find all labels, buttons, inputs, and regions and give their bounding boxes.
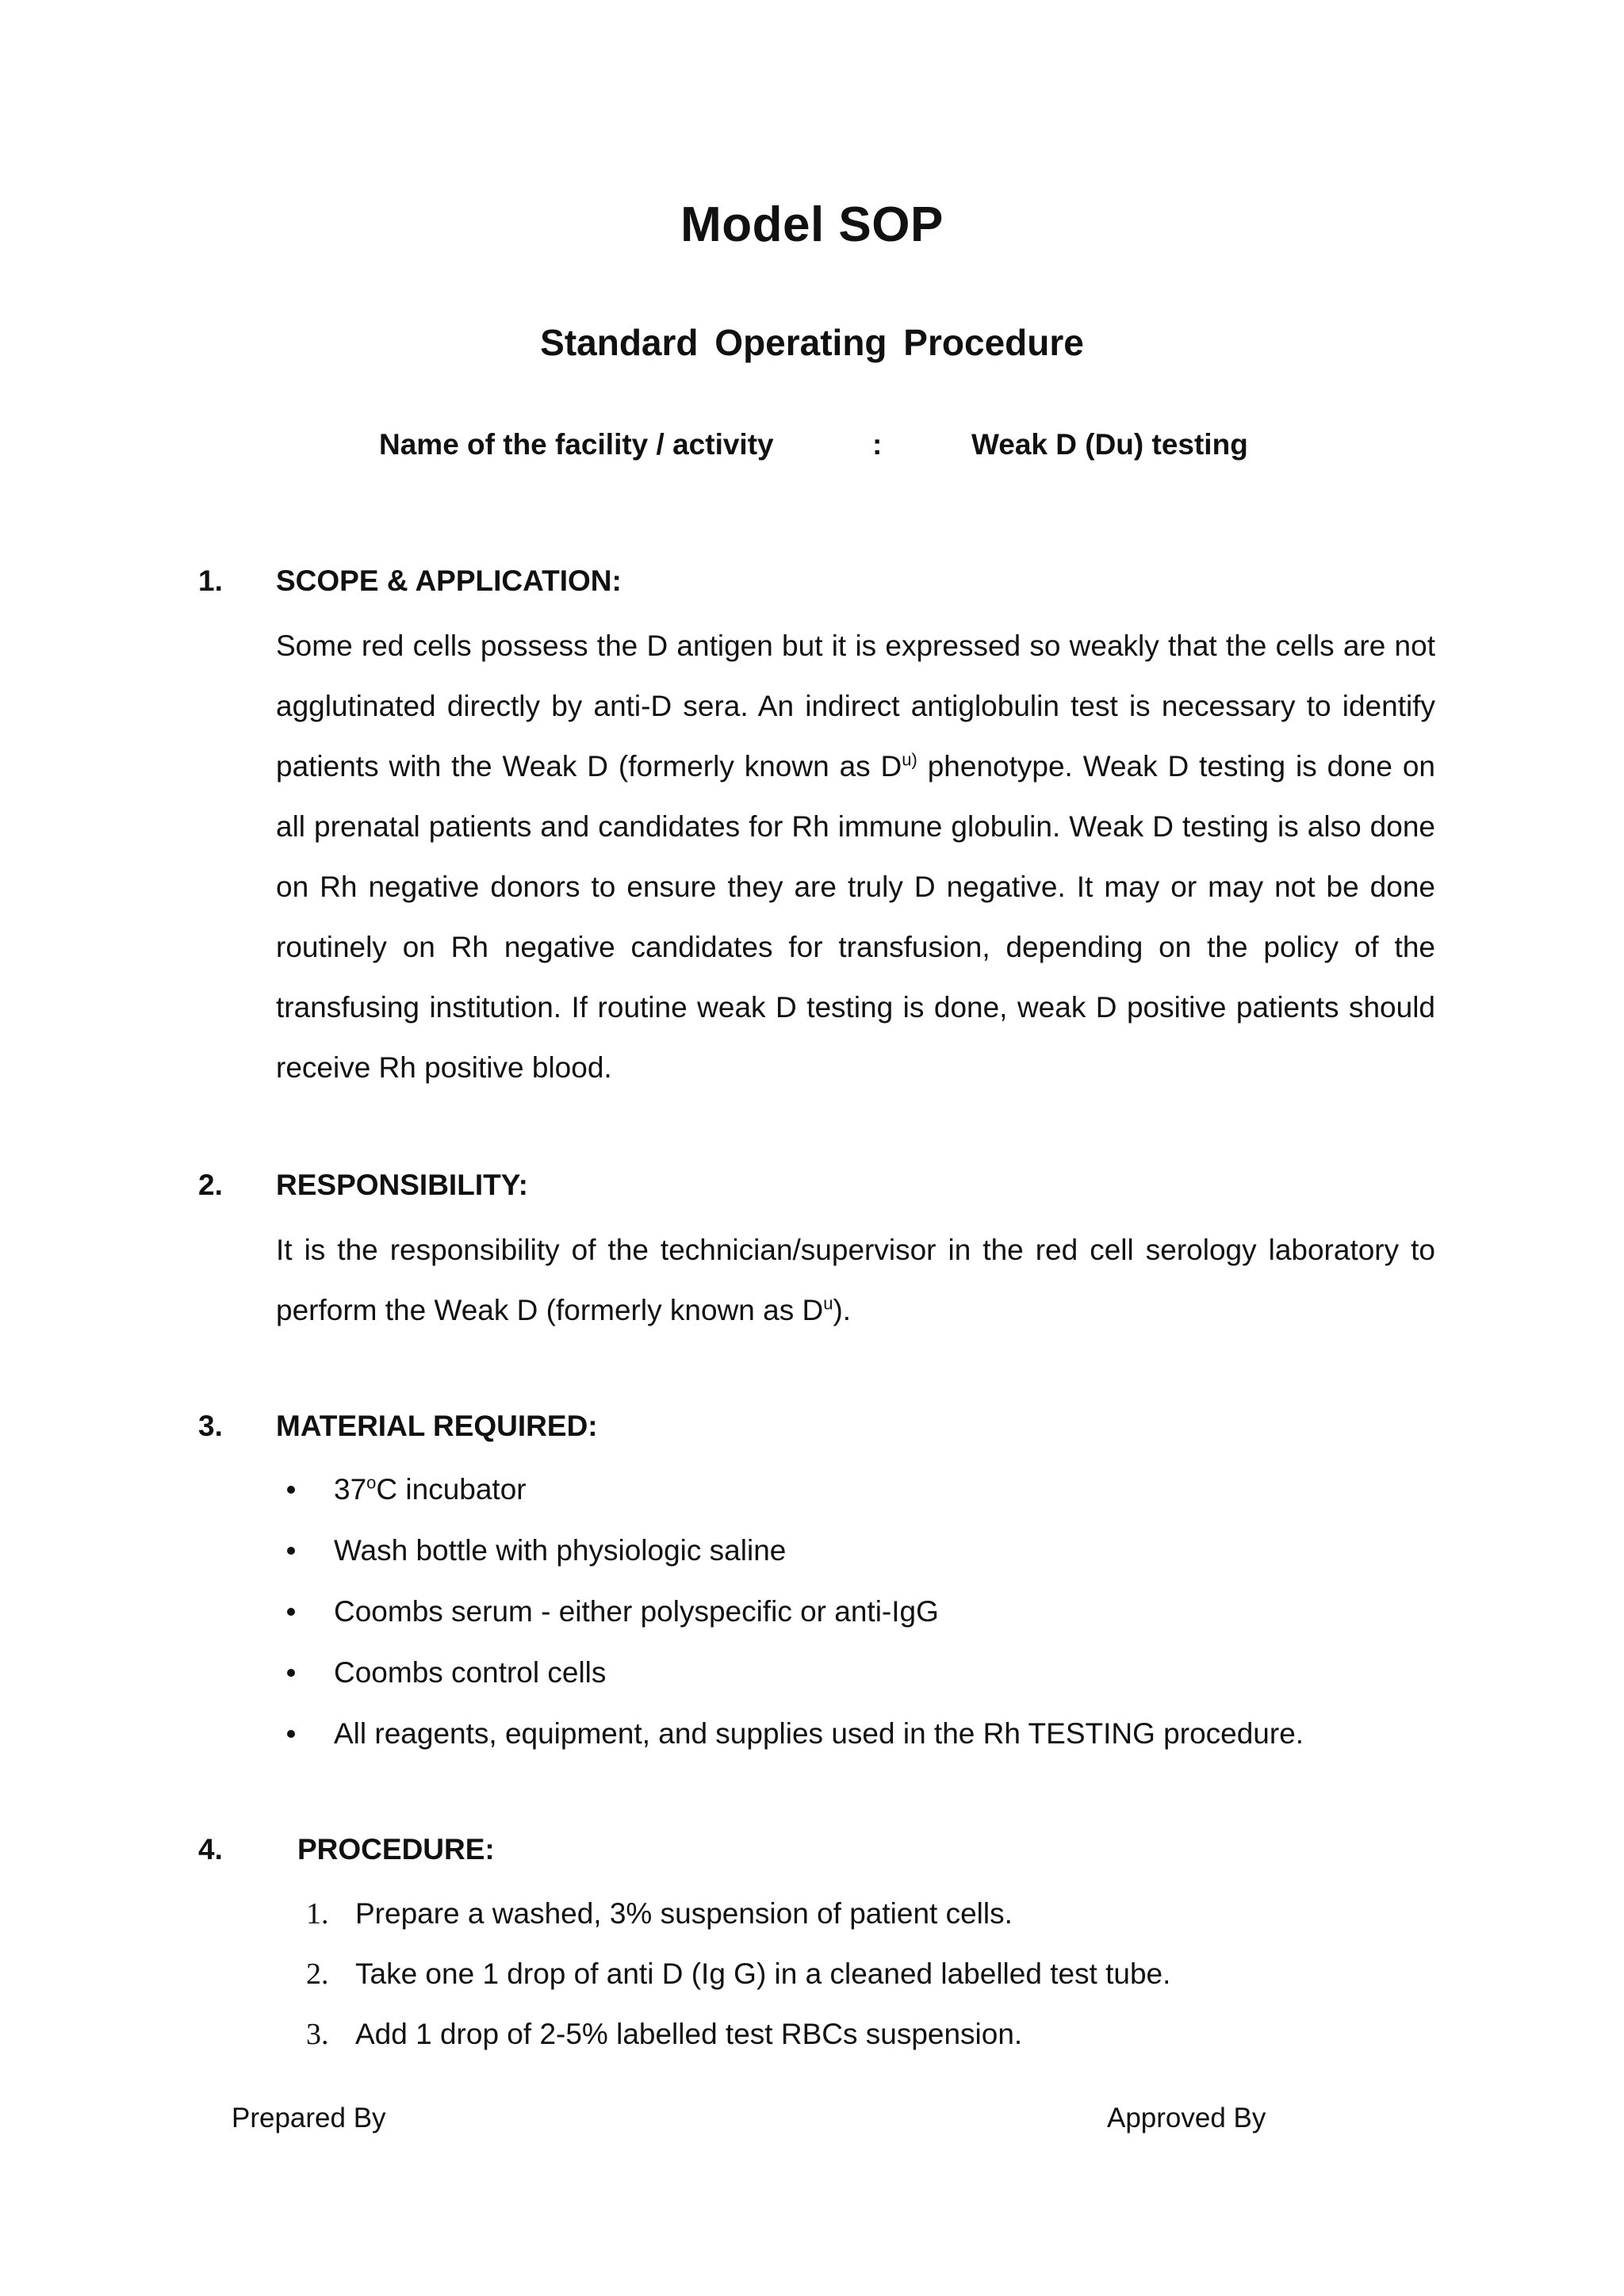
section-number: 4.: [198, 1833, 223, 1866]
bullet-icon: [287, 1547, 295, 1555]
list-item: [301, 1954, 1491, 2015]
list-item: [301, 2015, 1491, 2075]
prepared-by-label: Prepared By: [232, 2103, 386, 2133]
section-number: 2.: [198, 1169, 223, 1201]
step-text: Add 1 drop of 2-5% labelled test RBCs suspension.: [355, 2018, 1023, 2050]
bullet-icon: [287, 1486, 295, 1494]
material-item-text: All reagents, equipment, and supplies used in the Rh TESTING procedure.: [334, 1717, 1304, 1750]
scope-text-part1: Some red cells possess the D antigen but it is expressed so weakly that the cells are not agglutinated directly by anti-D sera. An indirect antiglobulin test is necessary to identify patients with the Weak D (formerly known as D: [276, 629, 1435, 783]
step-text: Take one 1 drop of anti D (Ig G) in a cleaned labelled test tube.: [355, 1957, 1171, 1990]
section-title: MATERIAL REQUIRED:: [276, 1410, 598, 1442]
section-title: SCOPE & APPLICATION:: [276, 564, 622, 597]
material-item-text: 37: [334, 1473, 367, 1506]
approved-by-label: Approved By: [1107, 2103, 1266, 2133]
section-scope-heading: [0, 564, 1507, 604]
list-item: [276, 1592, 1465, 1653]
section-procedure-heading: [0, 1833, 1507, 1873]
facility-colon: :: [872, 428, 883, 461]
list-item: [301, 1894, 1491, 1954]
section-materials-heading: [0, 1410, 1507, 1449]
section-number: 1.: [198, 564, 223, 597]
bullet-icon: [287, 1730, 295, 1738]
step-number: 2.: [306, 1957, 329, 1991]
scope-text-superscript: u): [902, 749, 917, 770]
responsibility-text-part1: It is the responsibility of the technician/supervisor in the red cell serology laboratory to perform the Weak D (formerly known as D: [276, 1234, 1435, 1326]
footer: [0, 2103, 1624, 2142]
scope-paragraph: [276, 616, 1435, 1098]
material-item-text: Coombs control cells: [334, 1656, 607, 1689]
step-number: 3.: [306, 2018, 329, 2051]
section-title: RESPONSIBILITY:: [276, 1169, 528, 1201]
step-text: Prepare a washed, 3% suspension of patient cells.: [355, 1897, 1013, 1930]
list-item: [276, 1470, 1465, 1531]
degree-superscript: o: [366, 1472, 377, 1493]
responsibility-text-part2: ).: [833, 1294, 852, 1326]
document-title: Model SOP: [680, 197, 944, 252]
bullet-icon: [287, 1608, 295, 1616]
list-item: [276, 1714, 1465, 1775]
scope-text-part2: phenotype. Weak D testing is done on all prenatal patients and candidates for Rh immune globulin. Weak D testing is also done on Rh negative donors to ensure they are truly D negative. It may or may not be done routinely on Rh negative candidates for transfusion, depending on the policy of the transfusing institution. If routine weak D testing is done, weak D positive patients should receive Rh positive blood.: [276, 750, 1435, 1084]
materials-list: [276, 1470, 1465, 1775]
facility-label: Name of the facility / activity: [379, 428, 774, 461]
document-subtitle: Standard Operating Procedure: [540, 322, 1084, 363]
section-title: PROCEDURE:: [297, 1833, 495, 1866]
material-item-text: C incubator: [376, 1473, 527, 1506]
facility-row: [0, 428, 1624, 468]
section-responsibility-heading: [0, 1169, 1507, 1208]
bullet-icon: [287, 1669, 295, 1677]
responsibility-text-superscript: u: [823, 1293, 833, 1314]
list-item: [276, 1653, 1465, 1714]
procedure-steps: [301, 1894, 1491, 2075]
step-number: 1.: [306, 1897, 329, 1931]
facility-value: Weak D (Du) testing: [971, 428, 1248, 461]
list-item: [276, 1531, 1465, 1592]
section-number: 3.: [198, 1410, 223, 1442]
responsibility-paragraph: [276, 1220, 1435, 1341]
material-item-text: Wash bottle with physiologic saline: [334, 1534, 787, 1567]
material-item-text: Coombs serum - either polyspecific or anti-IgG: [334, 1595, 939, 1628]
